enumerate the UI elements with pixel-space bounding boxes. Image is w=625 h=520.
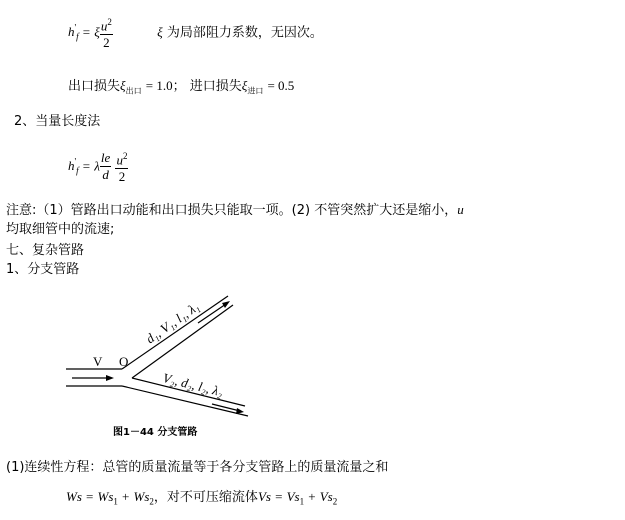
velocity-fraction-2: $\frac{u^2}{2}$ — [115, 148, 128, 185]
lower-branch-label: V₂, d₂, l₂, λ₂ — [161, 370, 225, 400]
xi-description: 为局部阻力系数，无因次。 — [166, 25, 323, 41]
length-diameter-fraction: $\frac{le}{d}$ — [100, 150, 111, 183]
upper-branch-label: d₁, V₁, l₁, λ₁ — [143, 298, 202, 347]
entry-loss-value: = 0.5 — [267, 78, 295, 93]
main-pipe-velocity-label: V — [93, 354, 103, 369]
loss-coefficients-line — [68, 76, 294, 102]
exit-sub: 出口 — [125, 86, 142, 96]
xi-symbol: ξ — [157, 24, 163, 40]
formula-local-resistance — [68, 8, 323, 51]
entry-loss-label: 进口损失 — [189, 79, 242, 94]
xi-coefficient: ξ — [94, 24, 100, 40]
exit-loss-label: 出口损失 — [68, 79, 121, 94]
branch-node-label: O — [119, 354, 129, 369]
separator: ； — [172, 79, 186, 94]
exit-loss-value: = 1.0 — [145, 78, 173, 93]
equals-sign: = — [82, 24, 91, 40]
head-loss-symbol: $h'_f$ — [68, 23, 79, 42]
upper-flow-arrow — [198, 304, 226, 323]
formula-equivalent-length — [68, 142, 128, 185]
head-loss-symbol-2: $h'_f$ — [68, 157, 79, 176]
equals-sign-2: = — [82, 158, 91, 174]
upper-arrowhead — [222, 301, 230, 308]
velocity-fraction: $\frac{u^2}{2}$ — [100, 14, 113, 51]
section-2-title: 2、当量长度法 — [14, 114, 101, 129]
note-line-2: 均取细管中的流速; — [6, 222, 115, 237]
exit-xi: ξ — [120, 78, 126, 93]
entry-xi: ξ — [241, 78, 248, 93]
entry-sub: 进口 — [247, 86, 264, 96]
formula-continuity: $Ws = Ws_1 + Ws_2$，对不可压缩流体$Vs = Vs_1 + Vs_2$ — [66, 489, 338, 507]
continuity-equation-text: (1)连续性方程：总管的质量流量等于各分支管路上的质量流量之和 — [6, 460, 389, 475]
lower-flow-arrow — [212, 404, 240, 411]
section-7-title: 七、复杂管路 — [6, 243, 85, 258]
main-arrowhead — [106, 375, 114, 381]
note-line-1: 注意:（1）管路出口动能和出口损失只能取一项。(2) 不管突然扩大还是缩小，u — [6, 202, 464, 218]
lambda-coefficient: λ — [94, 158, 100, 174]
upper-branch-outer-wall — [122, 296, 228, 369]
lower-arrowhead — [236, 408, 244, 414]
figure-caption: 图1－44 分支管路 — [113, 427, 198, 438]
section-7-1-title: 1、分支管路 — [6, 262, 80, 277]
